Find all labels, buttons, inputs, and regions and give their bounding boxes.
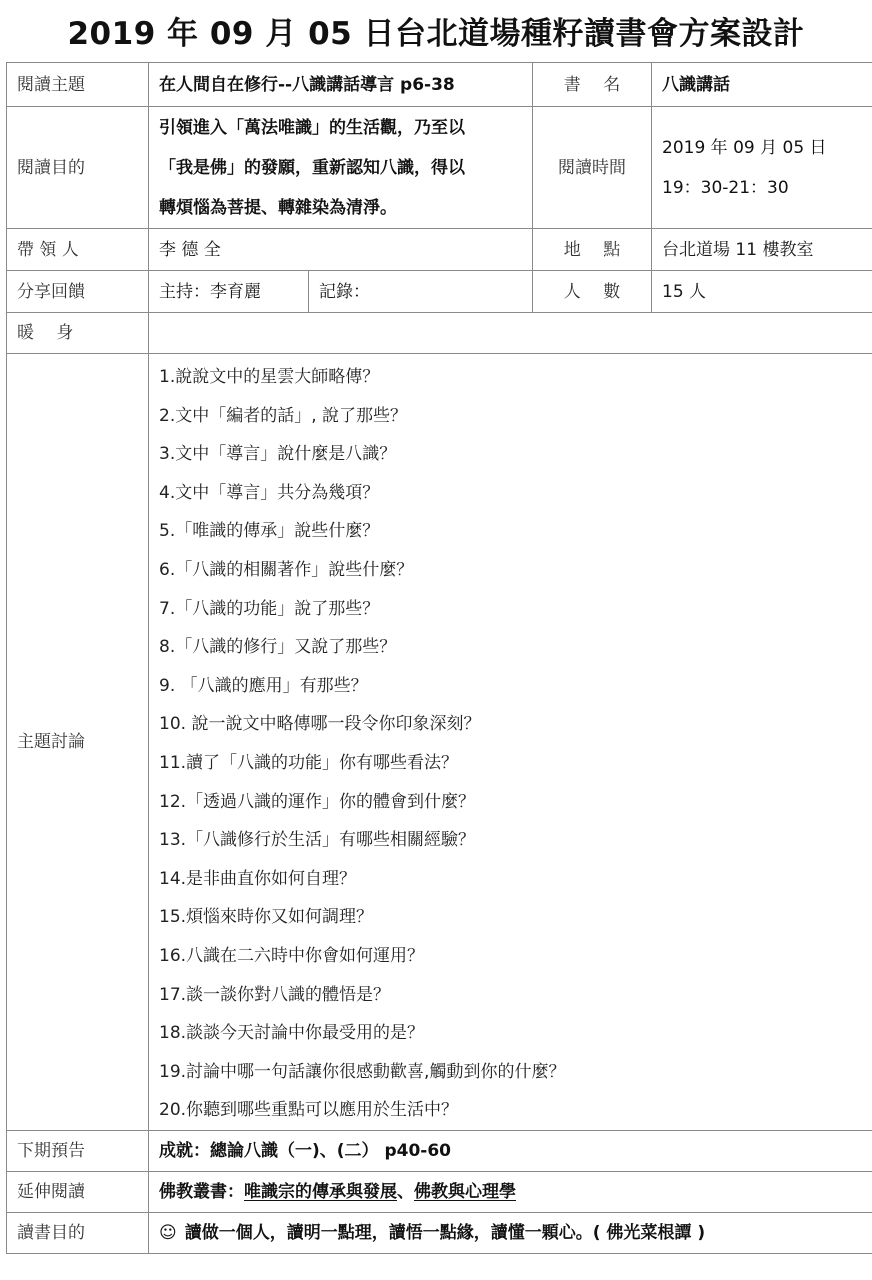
question-item: 4.文中「導言」共分為幾項？ [159,482,380,503]
question-item: 3.文中「導言」說什麼是八識？ [159,444,397,465]
question-item: 19.討論中哪一句話讓你很感動歡喜,觸動到你的什麼？ [159,1061,566,1082]
reading-time-label: 閱讀時間 [533,107,652,229]
question-item: 9. 「八識的應用」有那些？ [159,675,368,696]
question-item: 5.「唯識的傳承」說些什麼？ [159,521,380,542]
reading-goal-label: 讀書目的 [7,1212,149,1253]
location-value: 台北道場 11 樓教室 [652,229,872,271]
reading-topic-value: 在人間自在修行--八識講話導言 p6-38 [149,63,533,107]
reading-purpose-label: 閱讀目的 [7,107,149,229]
book-name-label: 書 名 [533,63,652,107]
next-preview-value: 成就：總論八識（一)、(二） p40-60 [149,1130,872,1171]
reading-time-value: 2019 年 09 月 05 日 19：30-21：30 [652,107,872,229]
question-item: 10. 說一說文中略傳哪一段令你印象深刻？ [159,714,481,735]
reading-purpose-value: 引領進入「萬法唯識」的生活觀，乃至以 「我是佛」的發願，重新認知八識，得以 轉煩惱為菩提、轉雜染為清淨。 [149,107,533,229]
row-reading-goal [7,1212,872,1253]
separator: 、 [397,1181,414,1202]
leader-label: 帶 領 人 [7,229,149,271]
question-item: 18.談談今天討論中你最受用的是？ [159,1023,425,1044]
question-item: 8.「八識的修行」又說了那些？ [159,637,397,658]
attendance-label: 人 數 [533,271,652,313]
attendance-value: 15 人 [652,271,872,313]
row-leader [7,229,872,271]
row-reading-purpose [7,107,872,229]
question-item: 7.「八識的功能」說了那些？ [159,598,380,619]
question-item: 11.讀了「八識的功能」你有哪些看法？ [159,752,459,773]
row-sharing [7,271,872,313]
document-title: 2019 年 09 月 05 日台北道場種籽讀書會方案設計 [67,16,805,52]
plan-table [6,62,872,1254]
book-link-2[interactable]: 佛教與心理學 [414,1181,516,1202]
next-preview-label: 下期預告 [7,1130,149,1171]
question-item: 17.談一談你對八識的體悟是？ [159,984,391,1005]
question-item: 13.「八識修行於生活」有哪些相關經驗？ [159,830,476,851]
question-item: 6.「八識的相關著作」說些什麼？ [159,559,414,580]
book-link-1[interactable]: 唯識宗的傳承與發展 [244,1181,397,1202]
reading-goal-value [149,1212,872,1253]
recorder-value: 記錄： [309,271,533,313]
row-reading-topic [7,63,872,107]
location-label: 地 點 [533,229,652,271]
question-item: 1.說說文中的星雲大師略傳？ [159,367,380,387]
warmup-label: 暖 身 [7,313,149,354]
sharing-label: 分享回饋 [7,271,149,313]
reading-goal-text: 讀做一個人，讀明一點理，讀悟一點緣，讀懂一顆心。( 佛光菜根譚 ) [184,1222,706,1243]
row-warmup [7,313,872,354]
discussion-questions [149,354,872,1131]
extended-reading-value [149,1171,872,1212]
row-discussion [7,354,872,1131]
question-item: 12.「透過八識的運作」你的體會到什麼？ [159,791,476,812]
leader-value: 李 德 全 [149,229,533,271]
extended-reading-label: 延伸閱讀 [7,1171,149,1212]
question-item: 16.八識在二六時中你會如何運用？ [159,945,425,966]
row-extended-reading [7,1171,872,1212]
extended-reading-prefix: 佛教叢書： [159,1181,244,1202]
reading-topic-label: 閱讀主題 [7,63,149,107]
question-item: 14.是非曲直你如何自理？ [159,868,357,889]
question-item: 2.文中「編者的話」, 說了那些？ [159,405,408,426]
host-value: 主持：李育麗 [149,271,309,313]
question-item: 20.你聽到哪些重點可以應用於生活中？ [159,1100,459,1121]
row-next-preview [7,1130,872,1171]
question-item: 15.煩惱來時你又如何調理？ [159,907,374,928]
smiley-icon: ☺ [159,1222,177,1243]
warmup-value [149,313,872,354]
book-name-value: 八識講話 [652,63,872,107]
discussion-label: 主題討論 [7,354,149,1131]
